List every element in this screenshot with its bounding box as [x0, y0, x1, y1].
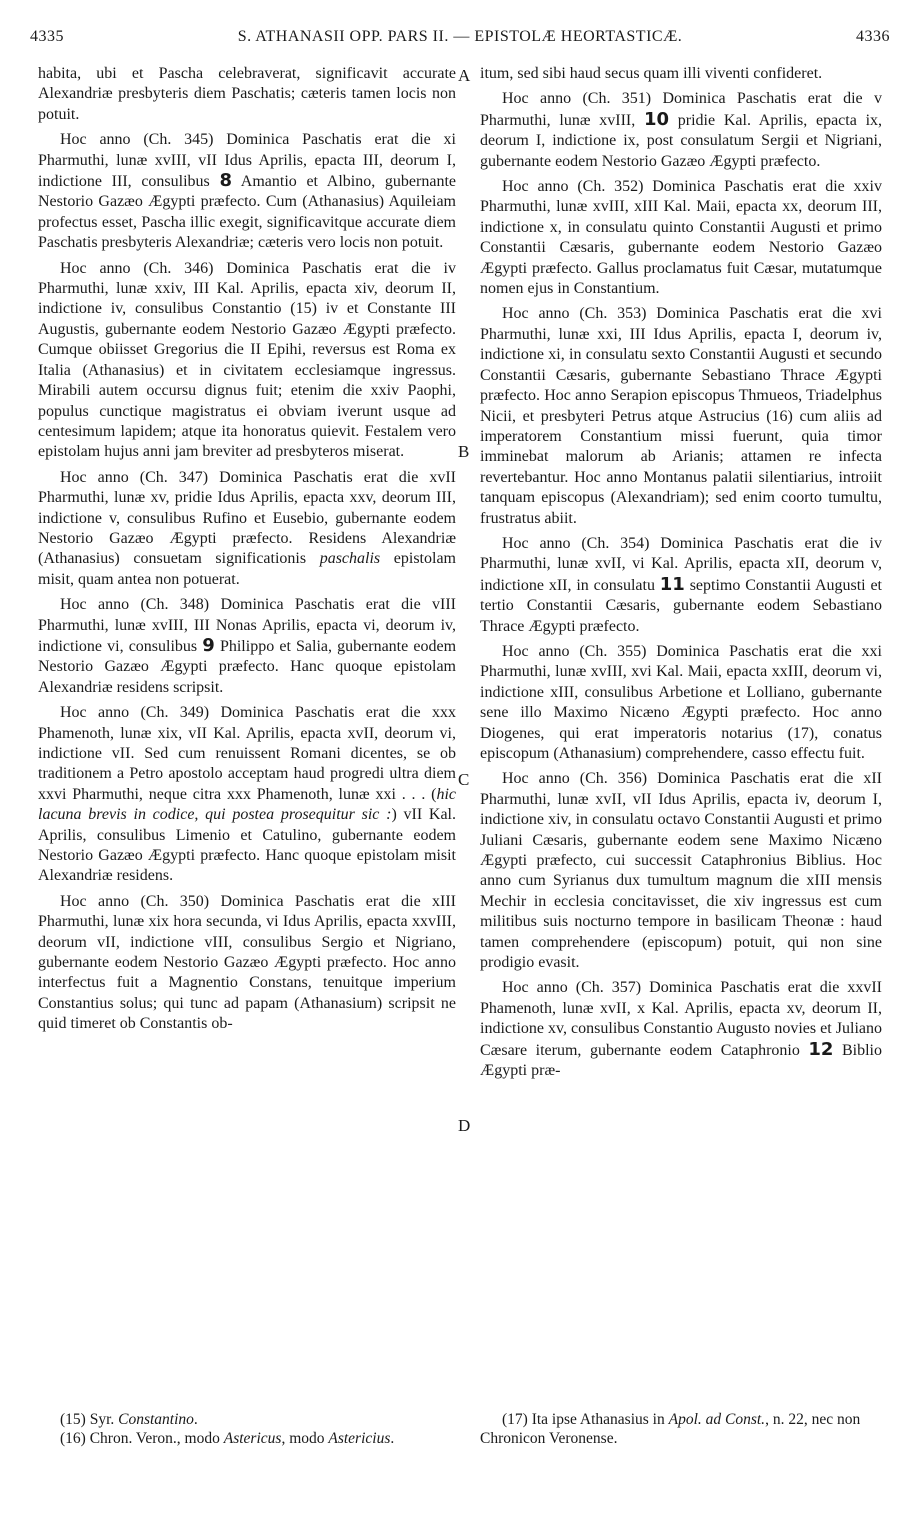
- paragraph-text: Hoc anno (Ch. 345) Dominica Paschatis erat die xi Pharmuthi, lunæ xvIII, vII Idus Aprilis, epacta III, deorum I, indictione III, consulibus: [38, 131, 456, 191]
- italic-text: hic lacuna brevis in codice, qui postea prosequitur sic :: [38, 785, 456, 824]
- paragraph: [38, 468, 456, 590]
- margin-letter-c: C: [458, 770, 470, 789]
- paragraph-text: Hoc anno (Ch. 351) Dominica Paschatis erat die v Pharmuthi, lunæ xvIII,: [480, 90, 882, 129]
- footnotes-right: [480, 1410, 882, 1448]
- footnote-text: , n. 22, nec non Chronicon Veronense.: [480, 1411, 861, 1447]
- italic-text: Astericius: [328, 1430, 391, 1447]
- italic-text: paschalis: [319, 550, 381, 568]
- paragraph: [480, 89, 882, 172]
- paragraph: [38, 595, 456, 698]
- paragraph-text: Biblio Ægypti præ-: [480, 1041, 882, 1080]
- footnote-text: (15) Syr.: [60, 1411, 119, 1428]
- marginal-number: 8: [219, 170, 232, 192]
- margin-letter-b: B: [458, 442, 470, 461]
- footnote: [480, 1410, 882, 1448]
- paragraph: Hoc anno (Ch. 355) Dominica Paschatis erat die xxi Pharmuthi, lunæ xvIII, xvi Kal. Maii, epacta xxIII, deorum vi, indictione xIII, consulibus Arbetione et Lolliano, gubernante sene illo Maximo Nicæno Ægypti præfecto. Hoc anno Diogenes, qui erat imperatoris notarius (17), conatus episcopum (Athanasium) comprehendere, casso effectu fuit.: [480, 642, 882, 762]
- paragraph: [38, 130, 456, 253]
- marginal-number: 11: [659, 573, 685, 595]
- paragraph: Hoc anno (Ch. 353) Dominica Paschatis erat die xvi Pharmuthi, lunæ xxi, III Idus Aprilis, epacta I, deorum iv, indictione xi, in consulatu sexto Constantii Augusti et secundo Constantii Cæsaris, gubernante Sebastiano Thrace Ægypti præfecto. Hoc anno Serapion episcopus Thmueos, Triadelphus Nicii, et presbyteri Petrus atque Astrucius (16) cum aliis ad imperatorem Constantium missi fuerunt, quia timor imminebat malorum ab Arianis; attamen re infecta revertebantur. Hoc anno Montanus palatii silentiarius, introiit tanquam episcopus (Alexandriam); sed enim coorto tumultu, frustratus abiit.: [480, 305, 882, 527]
- italic-text: Astericus: [223, 1430, 282, 1447]
- paragraph-text: Philippo et Salia, gubernante eodem Nestorio Gazæo Ægypti præfecto. Hanc quoque epistolam Alexandriæ residens scripsit.: [38, 637, 457, 696]
- paragraph: Hoc anno (Ch. 352) Dominica Paschatis erat die xxiv Pharmuthi, lunæ xvIII, xIII Kal. Maii, epacta xx, deorum III, indictione x, in consulatu quinto Constantii Augusti et primo Constantii Cæsaris, gubernante eodem Nestorio Gazæo Ægypti præfecto. Gallus proclamatus fuit Cæsar, mutatumque nomen ejus in Constantium.: [480, 178, 882, 298]
- page-number-left: 4335: [30, 28, 64, 45]
- footnote-text: , modo: [281, 1430, 329, 1447]
- italic-text: Apol. ad Const.: [668, 1411, 766, 1428]
- paragraph: [38, 703, 456, 887]
- footnote: [38, 1429, 456, 1448]
- footnote-text: (16) Chron. Veron., modo: [60, 1430, 224, 1447]
- italic-text: Constantino: [118, 1411, 194, 1428]
- footnote-text: .: [193, 1411, 198, 1428]
- paragraph-text: Hoc anno (Ch. 349) Dominica Paschatis erat die xxx Phamenoth, lunæ xix, vII Kal. Aprilis, epacta xvII, deorum vi, indictione vII. Sed cum renuissent Romani dicentes, se ob traditionem a Petro apostolo acceptam haud progredi ultra diem xxvi Pharmuthi, neque citra xxx Phamenoth, lunæ xxi . . . (: [38, 704, 456, 803]
- footnote-text: (17) Ita ipse Athanasius in: [502, 1411, 669, 1428]
- paragraph-text: Hoc anno (Ch. 347) Dominica Paschatis erat die xvII Pharmuthi, lunæ xv, pridie Idus Aprilis, epacta xxv, deorum III, indictione v, consulibus Rufino et Eusebio, gubernante eodem Nestorio Gazæo Ægypti præfecto. Residens Alexandriæ (Athanasius) consuetam significationis: [38, 468, 456, 568]
- paragraph-text: pridie Kal. Aprilis, epacta ix, deorum I, indictione ix, post consulatum Sergii et Nigriani, gubernante eodem Nestorio Gazæo Ægypti præfecto.: [480, 111, 883, 170]
- margin-letter-d: D: [458, 1116, 471, 1135]
- paragraph: [480, 534, 882, 637]
- paragraph-text: Hoc anno (Ch. 348) Dominica Paschatis erat die vIII Pharmuthi, lunæ xvIII, III Nonas Aprilis, epacta vi, deorum iv, indictione vi, consulibus: [38, 596, 456, 655]
- footnote-text: .: [390, 1430, 395, 1447]
- marginal-number: 10: [643, 108, 670, 130]
- paragraph-text: Hoc anno (Ch. 357) Dominica Paschatis erat die xxvII Phamenoth, lunæ xvII, x Kal. Aprilis, epacta xv, deorum II, indictione xv, consulibus Constantio Augusto novies et Juliano Cæsare iterum, gubernante eodem Cataphronio: [480, 979, 882, 1059]
- paragraph-text: Hoc anno (Ch. 354) Dominica Paschatis erat die iv Pharmuthi, lunæ xvII, vi Kal. Aprilis, epacta xII, deorum v, indictione xII, in consulatu: [480, 534, 882, 594]
- paragraph-text: ) vII Kal. Aprilis, consulibus Limenio et Catulino, gubernante eodem Nestorio Gazæo Ægypti præfecto. Hanc quoque epistolam misit Alexandriæ residens.: [38, 806, 456, 885]
- paragraph: Hoc anno (Ch. 350) Dominica Paschatis erat die xIII Pharmuthi, lunæ xix hora secunda, vi Idus Aprilis, epacta xxvIII, deorum vII, indictione vIII, consulibus Sergio et Nigriano, gubernante eodem Nestorio Gazæo Ægypti præfecto. Hoc anno interfectus fuit a Magnentio Constans, tenuitque imperium Constantius solus; qui tunc ad papam (Athanasium) scripsit ne quid timeret ob Constantis ob-: [38, 892, 456, 1033]
- paragraph: Hoc anno (Ch. 346) Dominica Paschatis erat die iv Pharmuthi, lunæ xxiv, III Kal. Aprilis, epacta xiv, deorum II, indictione iv, consulibus Constantio (15) iv et Constante III Augustis, gubernante eodem Nestorio Gazæo Ægypti præfecto. Cumque obiisset Gregorius die II Epihi, reversus est Roma ex Italia (Athanasius) et in civitatem ecclesiamque ingressus. Mirabili autem occursu dignus fuit; etenim die xxiv Paophi, populus cunctique magistratus ei obviam iverunt usque ad centesimum lapidem; atque ita honoratus quievit. Festalem vero epistolam hujus anni jam breviter ad presbyteros miserat.: [38, 259, 456, 461]
- paragraph-text: epistolam misit, quam antea non potuerat.: [38, 550, 456, 588]
- paragraph-text: septimo Constantii Augusti et tertio Constantii Cæsaris, gubernante eodem Sebastiano Thrace Ægypti præfecto.: [480, 576, 882, 635]
- running-title: S. ATHANASII OPP. PARS II. — EPISTOLÆ HEORTASTICÆ.: [237, 28, 683, 45]
- left-column: [38, 64, 456, 1040]
- paragraph: itum, sed sibi haud secus quam illi viventi confideret.: [480, 65, 823, 82]
- footnotes-left: [38, 1410, 456, 1448]
- page-header: [30, 28, 890, 50]
- paragraph: habita, ubi et Pascha celebraverat, significavit accurate Alexandriæ presbyteris diem Paschatis; cæteris tamen locis non potuit.: [38, 65, 456, 123]
- marginal-number: 12: [808, 1038, 834, 1060]
- paragraph-text: Amantio et Albino, gubernante Nestorio Gazæo Ægypti præfecto. Cum (Athanasius) Aquileiam profectus esset, Pascha illic exegit, significavitque accurate diem Paschatis presbyteris Alexandriæ; cæteris vero locis non potuit.: [38, 173, 456, 252]
- page-number-right: 4336: [856, 28, 890, 45]
- margin-letter-a: A: [458, 66, 471, 85]
- footnote: [38, 1410, 456, 1429]
- right-column: [480, 64, 882, 1087]
- paragraph: Hoc anno (Ch. 356) Dominica Paschatis erat die xII Pharmuthi, lunæ xvII, vII Idus Aprilis, epacta iv, deorum I, indictione xiv, in consulatu octavo Constantii Augusti et primo Juliani Cæsaris, gubernante eodem sene Maximo Nicæno Ægypti præfecto, cui successit Cataphronius Biblius. Hoc anno cum Syrianus dux tumultum magnum die xIII mensis Mechir in ecclesia concitavisset, die xiv ingressus est cum militibus suis nocturno tempore in basilicam Theonæ : haud tamen comprehendere (episcopum) potuit, qui non sine prodigio evasit.: [480, 770, 882, 972]
- paragraph: [480, 978, 882, 1081]
- marginal-number: 9: [202, 634, 215, 656]
